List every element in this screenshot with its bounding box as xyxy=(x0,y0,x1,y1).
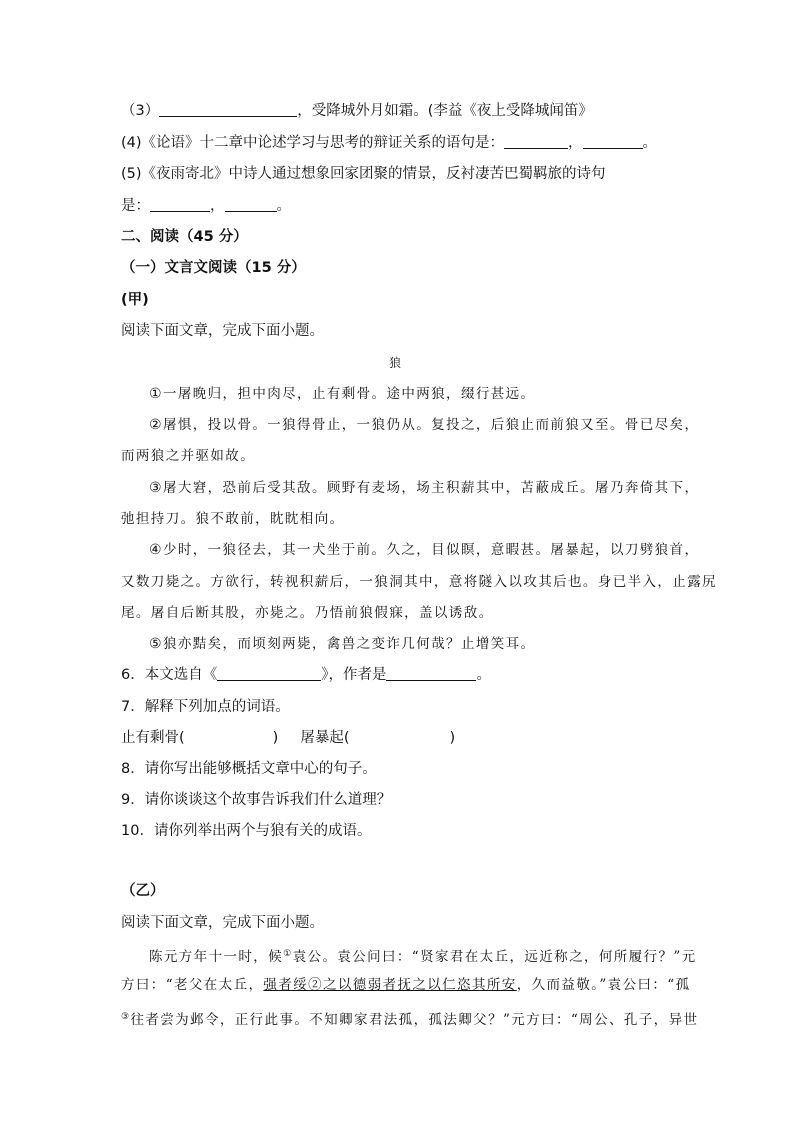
passage-text: 陈元方年十一时，候 xyxy=(149,949,284,965)
punctuation: 。 xyxy=(476,667,491,683)
paragraph-text: 一屠晚归，担中肉尽，止有剩骨。途中两狼，缀行甚远。 xyxy=(162,386,536,402)
question-number: （3） xyxy=(121,103,160,119)
paragraph-3-line1 xyxy=(149,478,699,498)
paragraph-text: 屠大窘，恐前后受其敌。顾野有麦场，场主积薪其中，苫蔽成丘。屠乃奔倚其下， xyxy=(162,480,700,496)
paragraph-number: ③ xyxy=(149,480,163,496)
paragraph-4-line3: 尾。屠自后断其股，亦毙之。乃悟前狼假寐，盖以诱敌。 xyxy=(121,605,494,621)
question-10: 10．请你列举出两个与狼有关的成语。 xyxy=(121,823,372,839)
paragraph-text: 少时，一狼径去，其一犬坐于前。久之，目似瞑，意暇甚。屠暴起，以刀劈狼首， xyxy=(162,542,700,558)
punctuation: ) xyxy=(449,730,456,746)
answer-blank[interactable] xyxy=(225,197,277,212)
passage-yi-line3 xyxy=(121,1007,698,1030)
article-title: 狼 xyxy=(389,356,403,370)
paragraph-4-line1 xyxy=(149,540,699,560)
instruction: 阅读下面文章，完成下面小题。 xyxy=(121,323,324,339)
answer-blank[interactable] xyxy=(583,134,643,149)
passage-yi-line2 xyxy=(121,975,690,995)
question-6 xyxy=(121,665,491,685)
paragraph-number: ⑤ xyxy=(149,636,163,652)
paragraph-2-line1 xyxy=(149,415,699,435)
question-text: (4)《论语》十二章中论述学习与思考的辩证关系的语句是： xyxy=(121,135,505,151)
passage-text: 袁公。袁公问曰：“贤家君在太丘，远近称之，何所履行？”元 xyxy=(292,949,697,965)
paragraph-number: ④ xyxy=(149,542,163,558)
question-7: 7．解释下列加点的词语。 xyxy=(121,699,290,715)
passage-label-yi: （乙） xyxy=(121,883,165,899)
paragraph-number: ② xyxy=(149,417,163,433)
question-5-line1: (5)《夜雨寄北》中诗人通过想象回家团聚的情景，反衬凄苦巴蜀羁旅的诗句 xyxy=(121,166,606,182)
paragraph-1 xyxy=(149,384,535,404)
question-text: 是： xyxy=(121,198,150,214)
punctuation: ， xyxy=(568,135,583,151)
answer-blank[interactable] xyxy=(150,197,210,212)
underlined-sentence: 强者绥②之以德弱者抚之以仁恣其所安 xyxy=(263,977,517,993)
passage-text: 方曰：“老父在太丘， xyxy=(121,977,264,993)
answer-blank[interactable] xyxy=(504,134,568,149)
question-4 xyxy=(121,133,657,153)
question-5-line2 xyxy=(121,196,291,216)
word-item: 止有剩骨( xyxy=(121,730,185,746)
subsection-title: （一）文言文阅读（15 分） xyxy=(121,260,306,276)
question-text: ，受降城外月如霜。(李益《夜上受降城闻笛》 xyxy=(297,103,593,119)
question-3 xyxy=(121,101,593,121)
question-8: 8．请你写出能够概括文章中心的句子。 xyxy=(121,761,377,777)
instruction: 阅读下面文章，完成下面小题。 xyxy=(121,915,324,931)
answer-blank[interactable] xyxy=(217,666,321,681)
passage-label-jia: (甲) xyxy=(121,292,149,308)
passage-text: ，久而益敬。”袁公曰：“孤 xyxy=(516,977,691,993)
punctuation: ， xyxy=(210,198,225,214)
paragraph-4-line2: 又数刀毙之。方欲行，转视积薪后，一狼洞其中，意将隧入以攻其后也。身已半入，止露尻 xyxy=(121,574,717,590)
paragraph-5 xyxy=(149,634,535,654)
answer-blank[interactable] xyxy=(159,102,297,117)
word-item: 屠暴起( xyxy=(300,730,350,746)
paragraph-text: 狼亦黠矣，而顷刻两毙，禽兽之变诈几何哉？止增笑耳。 xyxy=(162,636,536,652)
paragraph-text: 屠惧，投以骨。一狼得骨止，一狼仍从。复投之，后狼止而前狼又至。骨已尽矣， xyxy=(162,417,700,433)
passage-yi-line1 xyxy=(149,944,697,967)
paragraph-2-line2: 而两狼之并驱如故。 xyxy=(121,448,256,464)
punctuation: ) xyxy=(272,730,279,746)
question-text: 》，作者是 xyxy=(321,667,387,683)
punctuation: 。 xyxy=(642,135,658,151)
answer-blank[interactable] xyxy=(386,666,476,681)
question-text: 6．本文选自《 xyxy=(121,667,218,683)
question-7-items xyxy=(121,728,455,748)
punctuation: 。 xyxy=(276,198,291,214)
paragraph-3-line2: 弛担持刀。狼不敢前，眈眈相向。 xyxy=(121,511,345,527)
passage-text: 往者尝为邺令，正行此事。不知卿家君法孤，孤法卿父？”元方曰：“周公、孔子，异世 xyxy=(130,1012,699,1028)
question-9: 9．请你谈谈这个故事告诉我们什么道理？ xyxy=(121,792,392,808)
footnote-mark: ③ xyxy=(121,1012,131,1022)
footnote-mark: ① xyxy=(283,949,293,959)
section-title: 二、阅读（45 分） xyxy=(121,229,248,245)
paragraph-number: ① xyxy=(149,386,163,402)
